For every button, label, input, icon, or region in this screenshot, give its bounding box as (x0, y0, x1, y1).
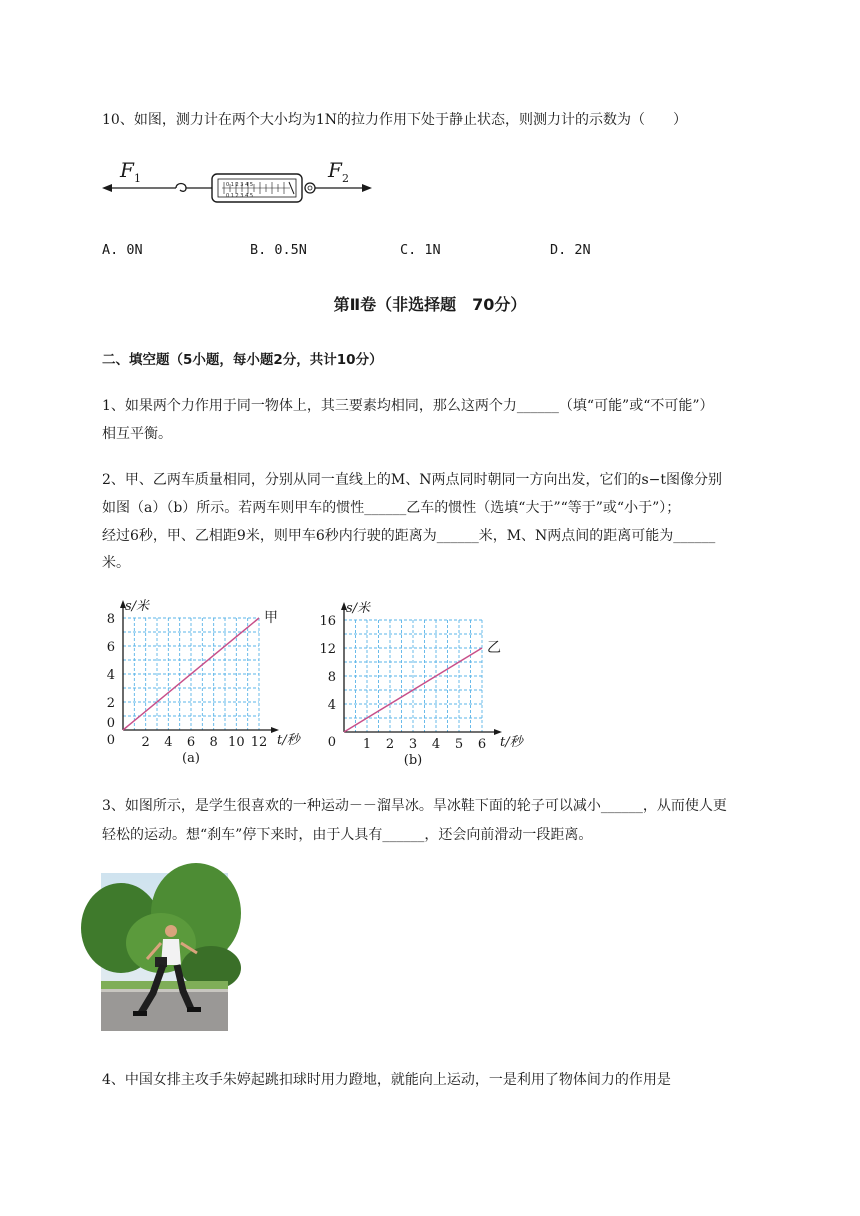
option-a: A. 0N (102, 242, 143, 258)
x-tick-label: 1 (362, 737, 372, 752)
question-10-text: 10、如图，测力计在两个大小均为1N的拉力作用下处于静止状态，则测力计的示数为（ ） (102, 112, 687, 128)
x-tick-label: 2 (141, 735, 150, 750)
question-1-line-1: 1、如果两个力作用于同一物体上，其三要素均相同，那么这两个力______（填“可能”或“不可能”） (102, 398, 714, 414)
spring-scale-diagram (100, 160, 380, 216)
f2-subscript: 2 (342, 172, 349, 185)
question-2-line-2: 如图（a）（b）所示。若两车则甲车的惯性______乙车的惯性（选填“大于”“等于”或“小于”）； (102, 500, 681, 516)
x-axis-label: t/秒 (277, 733, 300, 748)
x-tick-label: 4 (431, 737, 441, 752)
chart-caption: (b) (403, 753, 423, 768)
y-tick-label: 2 (106, 696, 115, 711)
f2-label: F (328, 158, 342, 182)
f1-label: F (120, 158, 134, 182)
f1-subscript: 1 (134, 172, 141, 185)
right-arrowhead (362, 184, 372, 192)
option-d: D. 2N (550, 242, 591, 258)
y-tick-label: 8 (327, 670, 336, 685)
y-tick-label: 12 (319, 642, 336, 657)
y-tick-label: 6 (106, 640, 115, 655)
section-2-title: 二、填空题（5小题，每小题2分，共计10分） (102, 352, 383, 368)
question-2-line-3: 经过6秒，甲、乙相距9米，则甲车6秒内行驶的距离为______米，M、N两点间的距离可能为______ (102, 528, 716, 544)
x-tick-label: 12 (250, 735, 268, 750)
x-axis-label: t/秒 (500, 735, 523, 750)
chart-b (319, 598, 523, 768)
question-4-line-1: 4、中国女排主攻手朱婷起跳扣球时用力蹬地，就能向上运动，一是利用了物体间力的作用是 (102, 1072, 671, 1088)
question-2-line-4: 米。 (102, 555, 130, 571)
x-tick-label: 5 (454, 737, 464, 752)
x-tick-label: 3 (408, 737, 418, 752)
chart-caption: (a) (182, 751, 200, 766)
series-label: 乙 (487, 640, 501, 656)
series-label: 甲 (264, 610, 278, 626)
question-2-line-1: 2、甲、乙两车质量相同，分别从同一直线上的M、N两点同时朝同一方向出发，它们的s−t图像分别 (102, 472, 723, 488)
question-3-line-1: 3、如图所示，是学生很喜欢的一种运动－－溜旱冰。旱冰鞋下面的轮子可以减小______，从而使人更 (102, 798, 727, 814)
x-tick-label: 2 (385, 737, 395, 752)
scale-numbers-bottom: 0 1 2 3 4 5 (226, 193, 254, 199)
part-2-title: 第Ⅱ卷（非选择题 70分） (333, 295, 527, 314)
x-tick-label: 6 (477, 737, 487, 752)
roller-skating-photo (101, 873, 228, 1031)
x-tick-label: 10 (228, 735, 245, 750)
origin-label: 0 (327, 735, 336, 750)
y-tick-label: 16 (319, 614, 336, 629)
y-tick-label: 4 (327, 698, 336, 713)
question-3-line-2: 轻松的运动。想“刹车”停下来时，由于人具有______，还会向前滑动一段距离。 (102, 827, 593, 843)
option-c: C. 1N (400, 242, 441, 258)
y-tick-label: 8 (106, 612, 115, 627)
option-b: B. 0.5N (250, 242, 307, 258)
x-tick-label: 6 (186, 735, 196, 750)
left-arrowhead (102, 184, 112, 192)
scale-numbers-top: 0 1 2 3 4 5 (226, 182, 254, 188)
y-axis-label: s/米 (125, 599, 150, 614)
y-axis-label: s/米 (346, 601, 371, 616)
hook-icon (176, 184, 186, 192)
question-1-line-2: 相互平衡。 (102, 426, 172, 442)
x-tick-label: 4 (164, 735, 173, 750)
chart-a (100, 598, 310, 768)
origin-label: 0 (106, 733, 115, 748)
x-tick-label: 8 (209, 735, 218, 750)
y-tick-label: 4 (106, 668, 115, 683)
y-tick-label: 0 (106, 716, 115, 731)
